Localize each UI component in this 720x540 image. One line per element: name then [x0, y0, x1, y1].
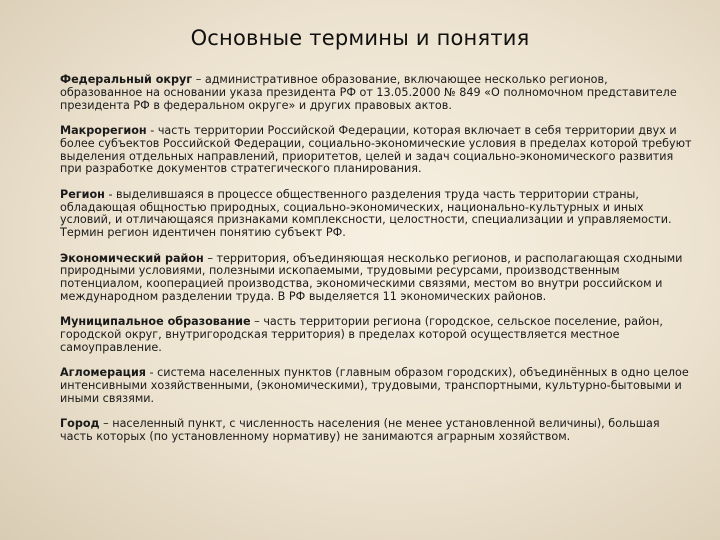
term-name: Федеральный округ [60, 73, 193, 86]
term-name: Агломерация [60, 366, 146, 380]
term-region [60, 189, 692, 240]
term-name: Экономический район [60, 251, 204, 265]
term-federal-district [60, 74, 692, 112]
term-macroregion [60, 125, 692, 176]
term-name: Муниципальное образование [60, 315, 251, 329]
term-municipality [60, 316, 692, 354]
term-agglomeration [60, 367, 692, 405]
term-definition: - система населенных пунктов (главным образом городских), объединённых в одно целое интенсивными хозяйственными, (экономическими), трудовыми, транспортными, культурно-бытовыми и иными связями. [60, 366, 689, 405]
term-city [60, 418, 692, 444]
term-name: Город [60, 417, 100, 431]
term-economic-district [60, 253, 692, 304]
term-definition: - выделившаяся в процессе общественного разделения труда часть территории страны, обладающая общностью природных, социально-экономических, национально-культурных и иных условий, и отличающаяся признаками комплексности, целостности, специализации и управляемости. Термин регион идентичен понятию субъект РФ. [60, 187, 672, 240]
term-name: Регион [60, 187, 105, 201]
term-definition: – часть территории региона (городское, сельское поселение, район, городской округ, внутригородская территория) в пределах которой осуществляется местное самоуправление. [60, 315, 663, 354]
terms-list [60, 74, 692, 456]
term-name: Макрорегион [60, 123, 147, 137]
term-definition: - часть территории Российской Федерации, которая включает в себя территории двух и более субъектов Российской Федерации, социально-экономические условия в пределах которой требуют выделения отдельных направлений, приоритетов, целей и задач социально-экономического развития при разработке документов стратегического планирования. [60, 123, 692, 176]
term-definition: – административное образование, включающее несколько регионов, образованное на основании указа президента РФ от 13.05.2000 № 849 «О полномочном представителе президента РФ в федеральном округе» и других правовых актов. [60, 73, 677, 112]
slide-title: Основные термины и понятия [190, 26, 530, 50]
term-definition: – территория, объединяющая несколько регионов, и располагающая сходными природными условиями, полезными ископаемыми, трудовыми ресурсами, производственным потенциалом, кооперацией производства, экономическими связями, местом во внутри российском и международном разделении труда. В РФ выделяется 11 экономических районов. [60, 251, 683, 303]
term-definition: – населенный пункт, с численность населения (не менее установленной величины), большая часть которых (по установленному нормативу) не занимаются аграрным хозяйством. [60, 417, 660, 444]
